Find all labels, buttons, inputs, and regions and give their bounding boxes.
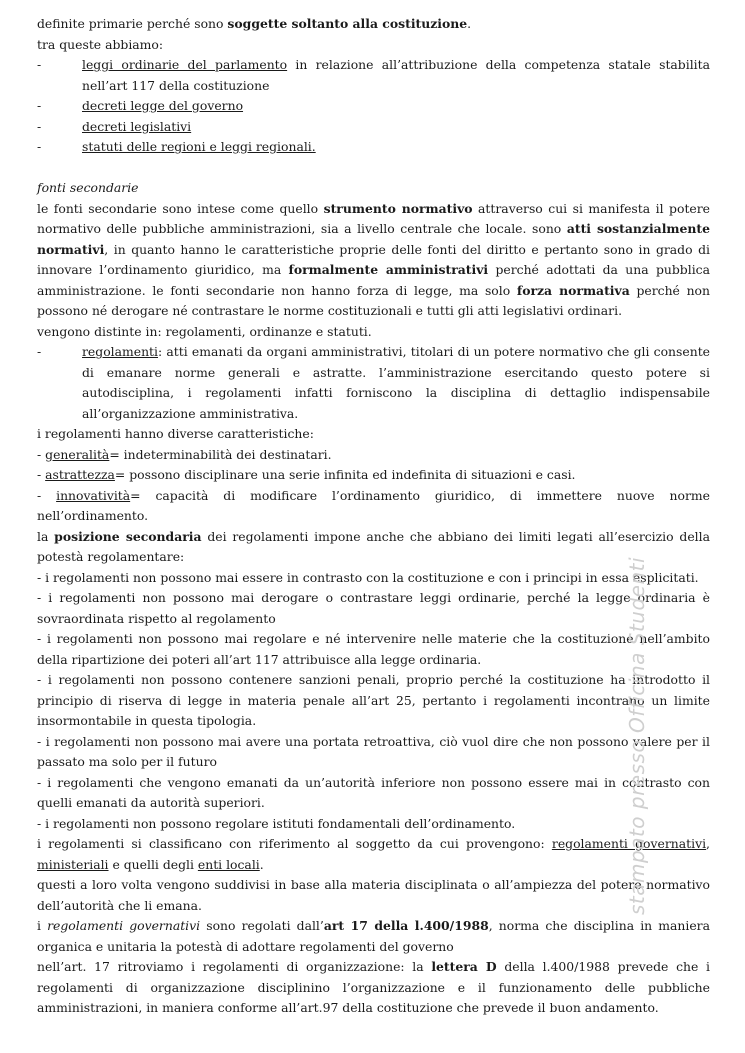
spacer [37,158,710,179]
list-item: - i regolamenti che vengono emanati da un’autorità inferiore non possono essere mai in contrasto con quelli emanati da autorità superiori. [37,774,710,810]
list-item: - i regolamenti non possono contenere sanzioni penali, proprio perché la costituzione ha introdotto il principio di riserva di legge in materia penale all’art 25, pertanto i regolamenti incontrano un limite insormontabile in questa tipologia. [37,672,710,728]
list-item: - i regolamenti non possono mai regolare e né intervenire nelle materie che la costituzione nell’ambito della ripartizione dei poteri all’art 117 attribuisce alla legge ordinaria. [37,631,710,667]
paragraph-tra-queste: tra queste abbiamo: [37,36,164,52]
list-item: - generalità= indeterminabilità dei destinatari. [37,446,332,462]
list-item: - i regolamenti non possono mai essere in contrasto con la costituzione e con i principi in essa esplicitati. [37,569,699,585]
paragraph-classificazione: i regolamenti si classificano con riferimento al soggetto da cui provengono: regolamenti governativi, ministeriali e quelli degli enti locali. [37,836,710,872]
list-item: - i regolamenti non possono mai derogare o contrastare leggi ordinarie, perché la legge ordinaria è sovraordinata rispetto al regolamento [37,590,710,626]
list-item: - i regolamenti non possono mai avere una portata retroattiva, ciò vuol dire che non possono valere per il passato ma solo per il futuro [37,733,710,769]
list-item: - leggi ordinarie del parlamento in relazione all’attribuzione della competenza statale stabilita nell’art 117 della costituzione [37,57,710,93]
paragraph-fonti-secondarie: le fonti secondarie sono intese come quello strumento normativo attraverso cui si manifesta il potere normativo delle pubbliche amministrazioni, sia a livello centrale che locale. sono atti sostanzialmente normativi, in quanto hanno le caratteristiche proprie delle fonti del diritto e pertanto sono in grado di innovare l’ordinamento giuridico, ma formalmente amministrativi perché adottati da una pubblica amministrazione. le fonti secondarie non hanno forza di legge, ma solo forza normativa perché non possono né derogare né contrastare le norme costituzionali e tutti gli atti legislativi ordinari. [37,200,711,318]
document-page [37,14,710,1019]
paragraph-primarie: definite primarie perché sono soggette soltanto alla costituzione. [37,16,472,31]
watermark: stampato presso Officina Studenti [625,556,649,915]
list-item-regolamenti: - regolamenti: atti emanati da organi amministrativi, titolari di un potere normativo che gli consente di emanare norme generali e astratte. l’amministrazione esercitando questo potere si autodisciplina, i regolamenti infatti forniscono la disciplina di dettaglio indispensabile all’organizzazione amministrativa. [37,344,710,421]
paragraph-distinte: vengono distinte in: regolamenti, ordinanze e statuti. [37,323,372,339]
paragraph-posizione-secondaria: la posizione secondaria dei regolamenti impone anche che abbiano dei limiti legati all’esercizio della potestà regolamentare: [37,528,710,564]
paragraph-caratteristiche: i regolamenti hanno diverse caratteristiche: [37,426,314,441]
list-item: - i regolamenti non possono regolare istituti fondamentali dell’ordinamento. [37,815,516,831]
list-item: - astrattezza= possono disciplinare una serie infinita ed indefinita di situazioni e casi. [37,467,576,482]
list-item: - decreti legge del governo [37,98,244,113]
list-item: - innovatività= capacità di modificare l’ordinamento giuridico, di immettere nuove norme nell’ordinamento. [37,487,710,523]
heading-fonti-secondarie: fonti secondarie [37,180,139,195]
paragraph-governativi: i regolamenti governativi sono regolati dall’art 17 della l.400/1988, norma che disciplina in maniera organica e unitaria la potestà di adottare regolamenti del governo [37,918,710,954]
paragraph-suddivisi: questi a loro volta vengono suddivisi in base alla materia disciplinata o all’ampiezza del potere normativo dell’autorità che li emana. [37,877,710,913]
list-item: - decreti legislativi [37,118,192,134]
list-item: - statuti delle regioni e leggi regionali. [37,139,316,154]
paragraph-art17: nell’art. 17 ritroviamo i regolamenti di organizzazione: la lettera D della l.400/1988 prevede che i regolamenti di organizzazione disciplinino l’organizzazione e il funzionamento delle pubbliche amministrazioni, in maniera conforme all’art.97 della costituzione che prevede il buon andamento. [37,959,711,1015]
